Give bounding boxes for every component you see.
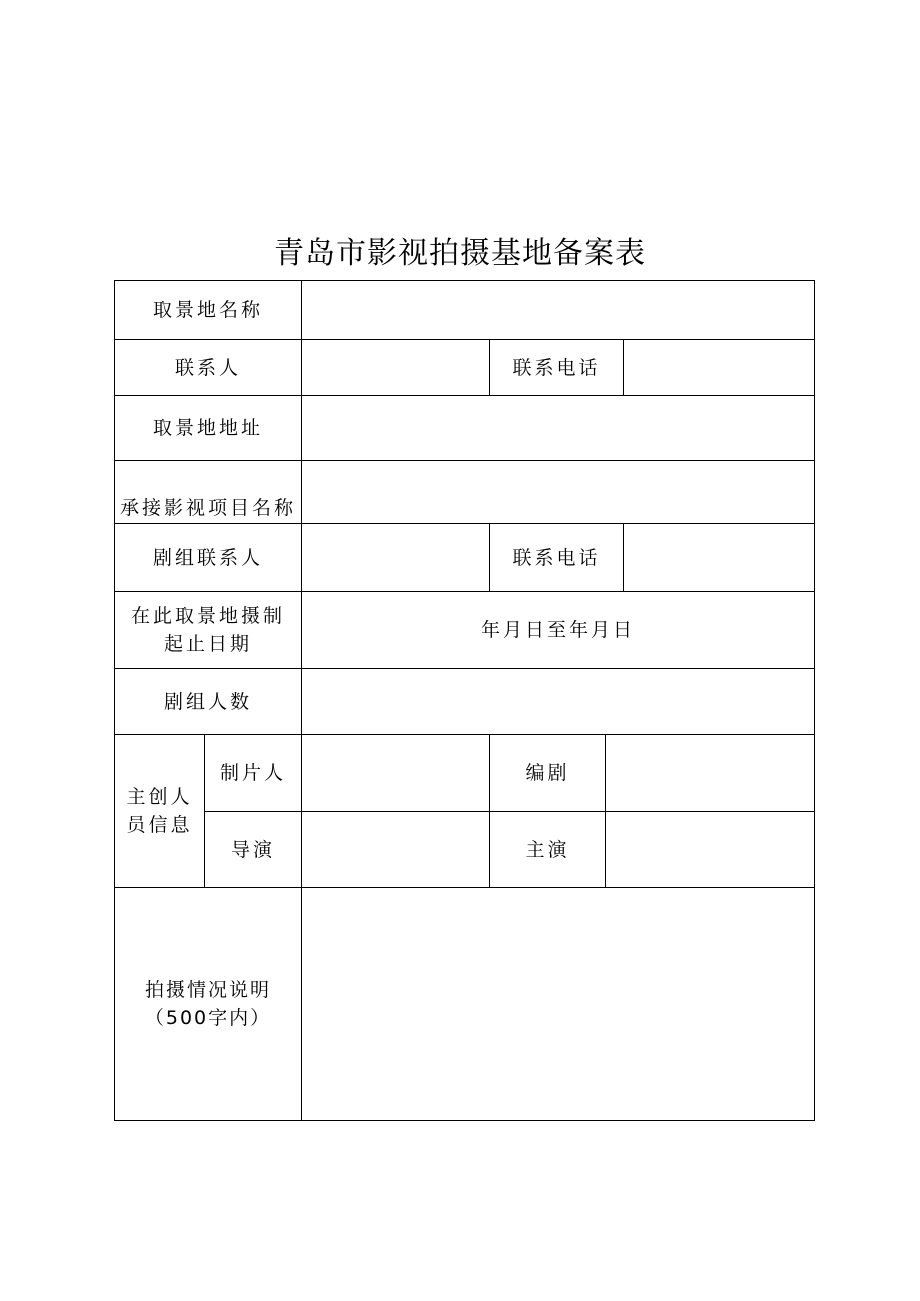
shoot-period-value[interactable]: 年月日至年月日 bbox=[302, 592, 815, 669]
lead-actor-field[interactable] bbox=[606, 812, 815, 888]
producer-label: 制片人 bbox=[205, 735, 302, 812]
producer-field[interactable] bbox=[302, 735, 490, 812]
site-address-field[interactable] bbox=[302, 396, 815, 461]
crew-phone-label: 联系电话 bbox=[490, 524, 624, 592]
registration-form bbox=[114, 280, 815, 1121]
project-name-field[interactable] bbox=[302, 461, 815, 524]
page-title: 青岛市影视拍摄基地备案表 bbox=[274, 236, 646, 271]
phone-label: 联系电话 bbox=[490, 340, 624, 396]
contact-label: 联系人 bbox=[115, 340, 302, 396]
screenwriter-label: 编剧 bbox=[490, 735, 606, 812]
contact-field[interactable] bbox=[302, 340, 490, 396]
crew-size-label: 剧组人数 bbox=[115, 669, 302, 735]
lead-actor-label: 主演 bbox=[490, 812, 606, 888]
description-label: 拍摄情况说明（500字内） bbox=[115, 888, 302, 1121]
site-address-label: 取景地地址 bbox=[115, 396, 302, 461]
phone-field[interactable] bbox=[624, 340, 815, 396]
creators-label: 主创人员信息 bbox=[115, 735, 205, 888]
shoot-period-label: 在此取景地摄制起止日期 bbox=[115, 592, 302, 669]
project-name-label: 承接影视项目名称 bbox=[115, 461, 302, 524]
crew-contact-field[interactable] bbox=[302, 524, 490, 592]
crew-size-field[interactable] bbox=[302, 669, 815, 735]
site-name-field[interactable] bbox=[302, 281, 815, 340]
director-field[interactable] bbox=[302, 812, 490, 888]
crew-contact-label: 剧组联系人 bbox=[115, 524, 302, 592]
crew-phone-field[interactable] bbox=[624, 524, 815, 592]
description-field[interactable] bbox=[302, 888, 815, 1121]
screenwriter-field[interactable] bbox=[606, 735, 815, 812]
site-name-label: 取景地名称 bbox=[115, 281, 302, 340]
director-label: 导演 bbox=[205, 812, 302, 888]
